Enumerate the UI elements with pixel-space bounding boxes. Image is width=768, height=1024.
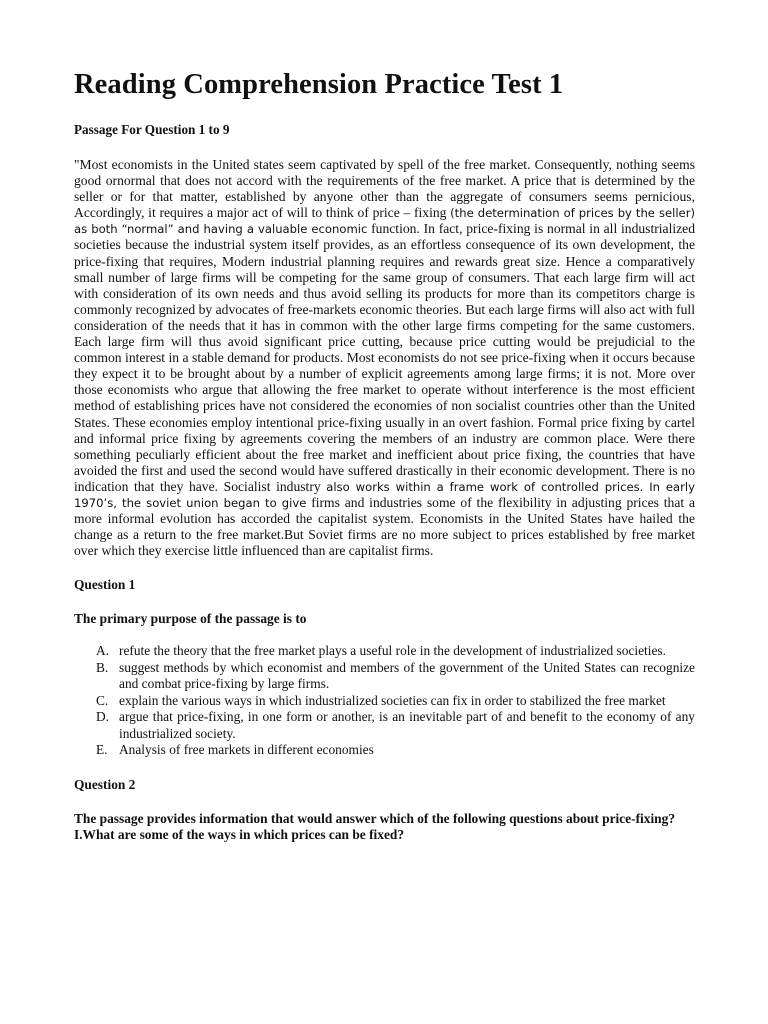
question-2-item-1: I.What are some of the ways in which prices can be fixed? xyxy=(74,827,405,843)
option-a-text: refute the theory that the free market plays a useful role in the development of industrialized societies. xyxy=(119,643,666,659)
passage-heading: Passage For Question 1 to 9 xyxy=(74,122,230,137)
option-d-letter: D. xyxy=(96,709,110,725)
option-c xyxy=(74,693,695,710)
question-2-prompt: The passage provides information that would answer which of the following questions about price-fixing? xyxy=(74,810,676,826)
passage-part-3: function. In fact, price-fixing is normal in all industrialized societies because the industrial system itself provides, as an effortless consequence of its own development, the price-fixing that requires, Modern industrial planning requires and rewards great size. Hence a comparatively small number of large firms will be competing for the same group of consumers. That each large firm will act with consideration of its own needs and thus avoid selling its products for more than its competitors charge is commonly recognized by advocates of free-markets economic theories. But each large firms will also act with full consideration of the needs that it has in common with the other large firms competing for the same customers. Each large firm will thus avoid significant price cutting, because price cutting would be prejudicial to the common interest in a stable demand for products. Most economists do not see price-fixing when it occurs because they expect it to be brought about by a number of explicit agreements among large firms; it is not. More over those economists who argue that allowing the free market to operate without interference is the most efficient method of establishing prices have not considered the economies of non socialist countries other than the United States. These economies employ intentional price-fixing usually in an overt fashion. Formal price fixing by cartel and informal price fixing by agreements covering the members of an industry are common place. Were there something peculiarly efficient about the free market and inefficient about price fixing, the countries that have avoided the first and used the second would have suffered drastically in their economic development. There is no indication that they have. Socialist industry xyxy=(74,221,695,494)
question-1-prompt: The primary purpose of the passage is to xyxy=(74,611,307,627)
option-a xyxy=(74,643,695,660)
question-1-options xyxy=(74,643,695,759)
page-title: Reading Comprehension Practice Test 1 xyxy=(74,69,564,100)
option-e-text: Analysis of free markets in different economies xyxy=(119,742,374,758)
passage-part-5: firms and industries some of the flexibility in adjusting prices that a more informal evolution has accorded the capitalist system. Economists in the United States have hailed the change as a return to the free market.But Soviet firms are no more subject to prices established by free market over which they exercise little influenced than are capitalist firms. xyxy=(74,494,695,559)
passage-part-4: also works within a frame work of controlled prices. In early 1970’s, the soviet union began to give xyxy=(74,479,696,510)
option-b-text: suggest methods by which economist and members of the government of the United States can recognize and combat price-fixing by large firms. xyxy=(119,659,695,692)
passage-part-1: "Most economists in the United states seem captivated by spell of the free market. Consequently, nothing seems good ornormal that does not accord with the requirements of the free market. A price that is determined by the seller or for that matter, established by anyone other than the aggregate of consumers seems pernicious, Accordingly, it requires a major act of will to think of price – fixing xyxy=(74,157,695,221)
option-e-letter: E. xyxy=(96,742,108,758)
passage-part-2: (the determination of prices by the seller) as both “normal” and having a valuable economic xyxy=(74,206,695,237)
option-a-letter: A. xyxy=(96,643,110,659)
option-b xyxy=(74,660,695,693)
option-c-text: explain the various ways in which industrialized societies can fix in order to stabilized the free market xyxy=(119,692,666,708)
option-c-letter: C. xyxy=(96,692,109,708)
question-1-heading: Question 1 xyxy=(74,577,136,593)
option-b-letter: B. xyxy=(96,659,109,675)
document-page xyxy=(74,66,695,843)
passage-text xyxy=(74,157,695,559)
option-e xyxy=(74,742,695,759)
option-d xyxy=(74,709,695,742)
option-d-text: argue that price-fixing, in one form or another, is an inevitable part of and benefit to the economy of any industrialized society. xyxy=(119,709,695,741)
question-2-heading: Question 2 xyxy=(74,776,136,792)
